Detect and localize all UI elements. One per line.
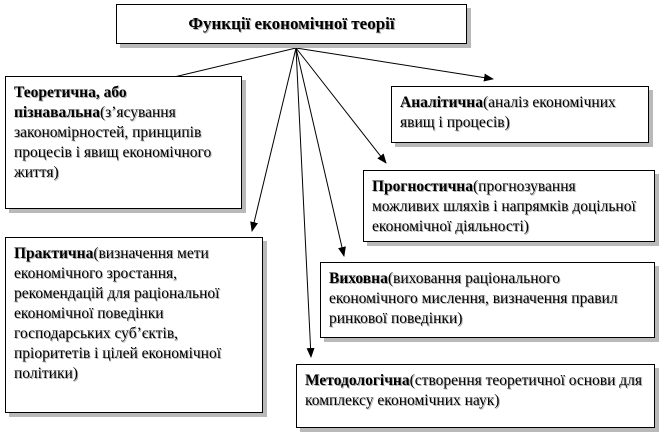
function-description: (з’ясування закономірностей, принципів процесів і явищ економічного життя) [14, 104, 212, 181]
function-name: Прогностична [372, 178, 473, 195]
diagram-title: Функції економічної теорії [188, 14, 395, 33]
analytical-function-box [391, 86, 649, 143]
arrow-to-analytical [296, 48, 493, 79]
theoretical-function-box [5, 76, 242, 209]
arrow-to-methodological [296, 48, 311, 357]
function-name: Практична [14, 245, 94, 262]
function-description: (виховання раціонального економічного мислення, визначення правил ринкової поведінки) [329, 270, 618, 327]
educational-function-box [320, 262, 655, 338]
function-description: (визначення мети економічного зростання, рекомендацій для раціональної економічної поведінки господарських суб’єктів, пріоритетів і цілей економічної політики) [14, 245, 222, 382]
function-name: Методологічна [305, 372, 410, 389]
arrow-to-prognostic [296, 48, 386, 163]
practical-function-box [5, 237, 263, 413]
function-name: Виховна [329, 270, 388, 287]
function-name: Аналітична [400, 94, 483, 111]
function-description: (прогнозування можливих шляхів і напрямків доцільної економічної діяльності) [372, 178, 636, 235]
function-name: Теоретична, або пізнавальна [14, 84, 127, 121]
title-box [116, 4, 467, 44]
function-description: (створення теоретичної основи для комплексу економічних наук) [305, 372, 643, 409]
function-description: (аналіз економічних явищ і процесів) [400, 94, 616, 131]
methodological-function-box [296, 364, 655, 428]
prognostic-function-box [363, 170, 655, 242]
arrow-to-educational [296, 48, 344, 256]
arrow-to-practical [252, 48, 296, 231]
